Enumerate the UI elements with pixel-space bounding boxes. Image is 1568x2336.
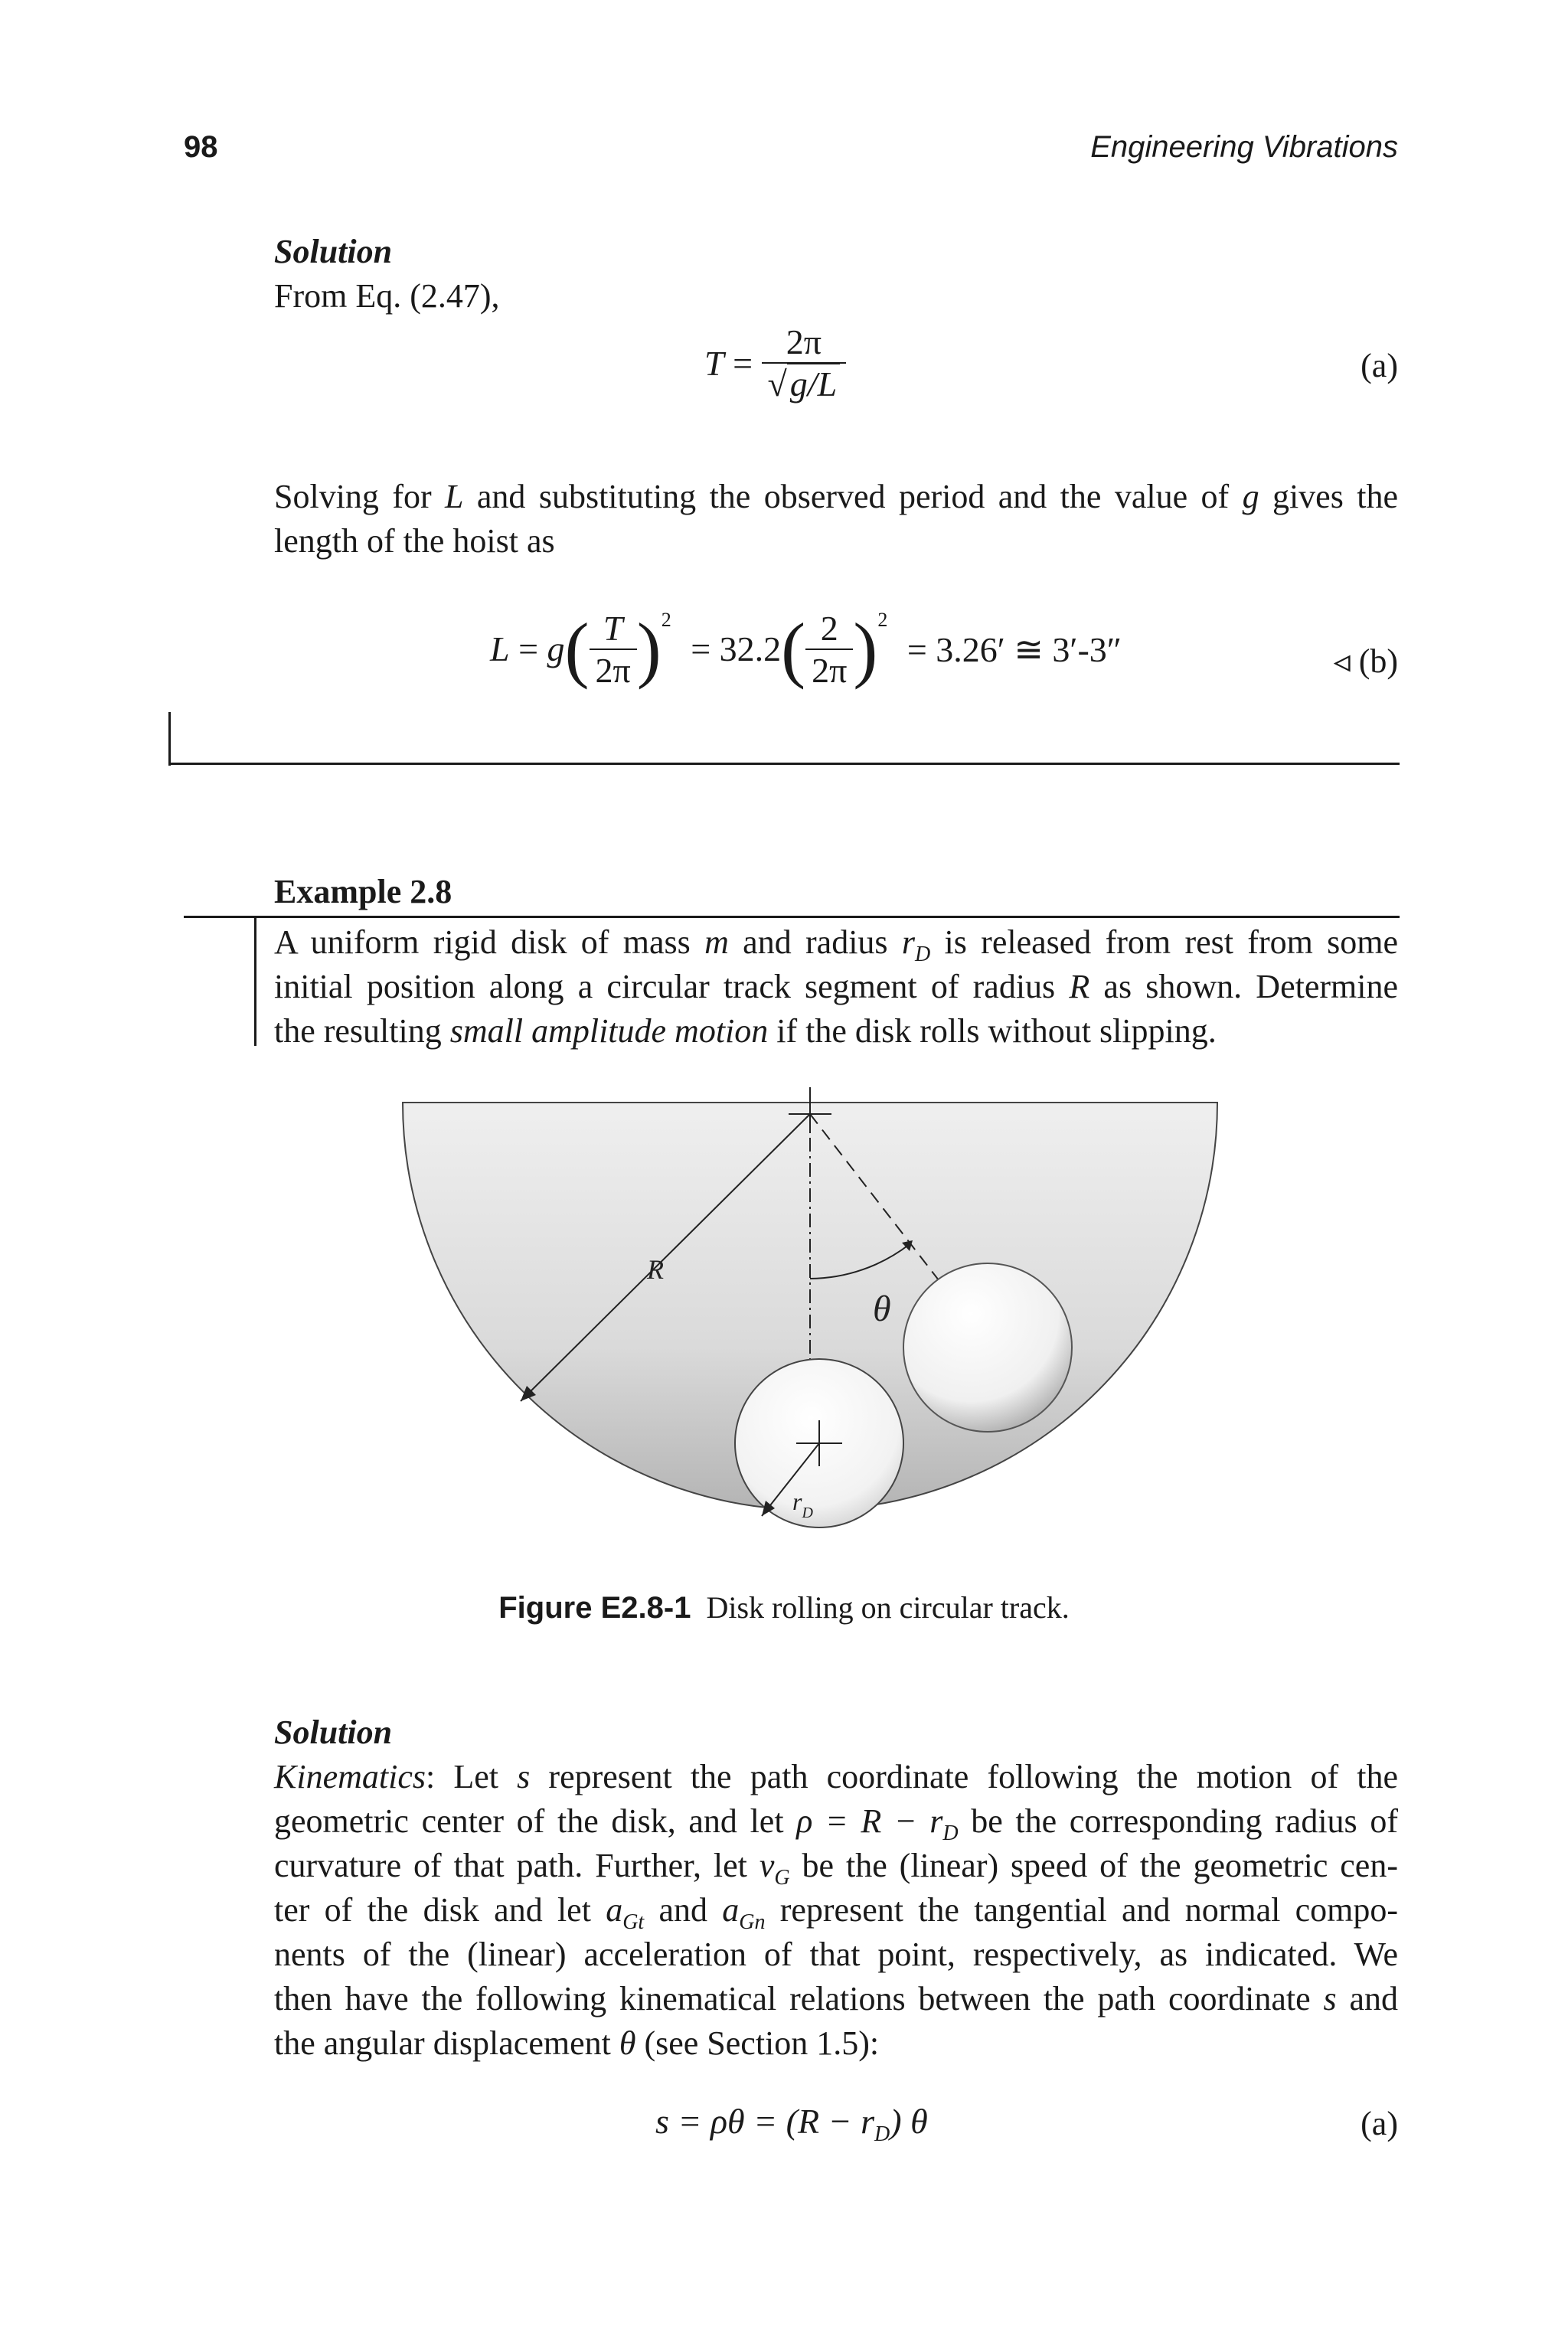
equation-length: L = g( $\frac{T}{2\pi}$ )$^2$ = 32.2( $\frac{2}{2\pi}$ )$^2$ = 3.26′ ≅ 3′-3″ bbox=[490, 608, 1122, 690]
solution-heading-2: Solution bbox=[274, 1714, 393, 1751]
solution-heading-1: Solution bbox=[274, 233, 393, 270]
solution-end-rule bbox=[168, 763, 1400, 765]
label-theta: θ bbox=[873, 1289, 891, 1329]
solution-intro: From Eq. (2.47), bbox=[274, 277, 500, 315]
equation-label-a: (a) bbox=[1361, 347, 1398, 384]
disk-track-figure bbox=[383, 1087, 1240, 1554]
solution2-line7: the angular displacement θ (see Section 1.5): bbox=[274, 2024, 880, 2062]
solution2-line3: curvature of that path. Further, let $v_G$ be the (linear) speed of the geometric cen- bbox=[274, 1847, 1398, 1890]
example-top-rule bbox=[184, 916, 1400, 918]
example-line3: the resulting small amplitude motion if the disk rolls without slipping. bbox=[274, 1012, 1217, 1050]
example-line1: A uniform rigid disk of mass m and radius $r_D$ is released from rest from some bbox=[274, 923, 1399, 966]
solution2-line1: Kinematics: Let s represent the path coordinate following the motion of the bbox=[274, 1758, 1399, 1795]
running-title: Engineering Vibrations bbox=[1090, 130, 1398, 164]
disk-displaced bbox=[903, 1263, 1072, 1432]
figure-caption: Figure E2.8-1 Disk rolling on circular track. bbox=[498, 1590, 1070, 1625]
solution2-line2: geometric center of the disk, and let $\rho = R - r_D$ be the corresponding radius of bbox=[274, 1802, 1398, 1845]
solution2-line4: ter of the disk and let $a_{Gt}$ and $a_{Gn}$ represent the tangential and normal compo- bbox=[274, 1891, 1399, 1934]
equation-period: T = $\frac{2\pi}{√g/L}$ bbox=[704, 322, 846, 404]
label-R: R bbox=[647, 1254, 664, 1285]
solution-paragraph-line2: length of the hoist as bbox=[274, 522, 555, 560]
solution-paragraph-line1: Solving for L and substituting the observed period and the value of g gives the bbox=[274, 478, 1398, 515]
equation-arc-length: $s = \rho\theta = (R - r_D)$ θ bbox=[655, 2102, 928, 2146]
equation-label-b: ◃ (b) bbox=[1333, 642, 1398, 680]
example-side-rule bbox=[254, 916, 256, 1046]
label-rD: $r_D$ bbox=[792, 1488, 813, 1521]
solution-end-bracket bbox=[168, 712, 171, 766]
page-number: 98 bbox=[184, 130, 218, 164]
solution2-line6: then have the following kinematical relations between the path coordinate s and bbox=[274, 1980, 1399, 2017]
example-line2: initial position along a circular track segment of radius R as shown. Determine bbox=[274, 968, 1398, 1005]
equation-label-a-2: (a) bbox=[1361, 2105, 1398, 2142]
example-title: Example 2.8 bbox=[274, 873, 452, 910]
solution2-line5: nents of the (linear) acceleration of that point, respectively, as indicated. We bbox=[274, 1936, 1398, 1973]
